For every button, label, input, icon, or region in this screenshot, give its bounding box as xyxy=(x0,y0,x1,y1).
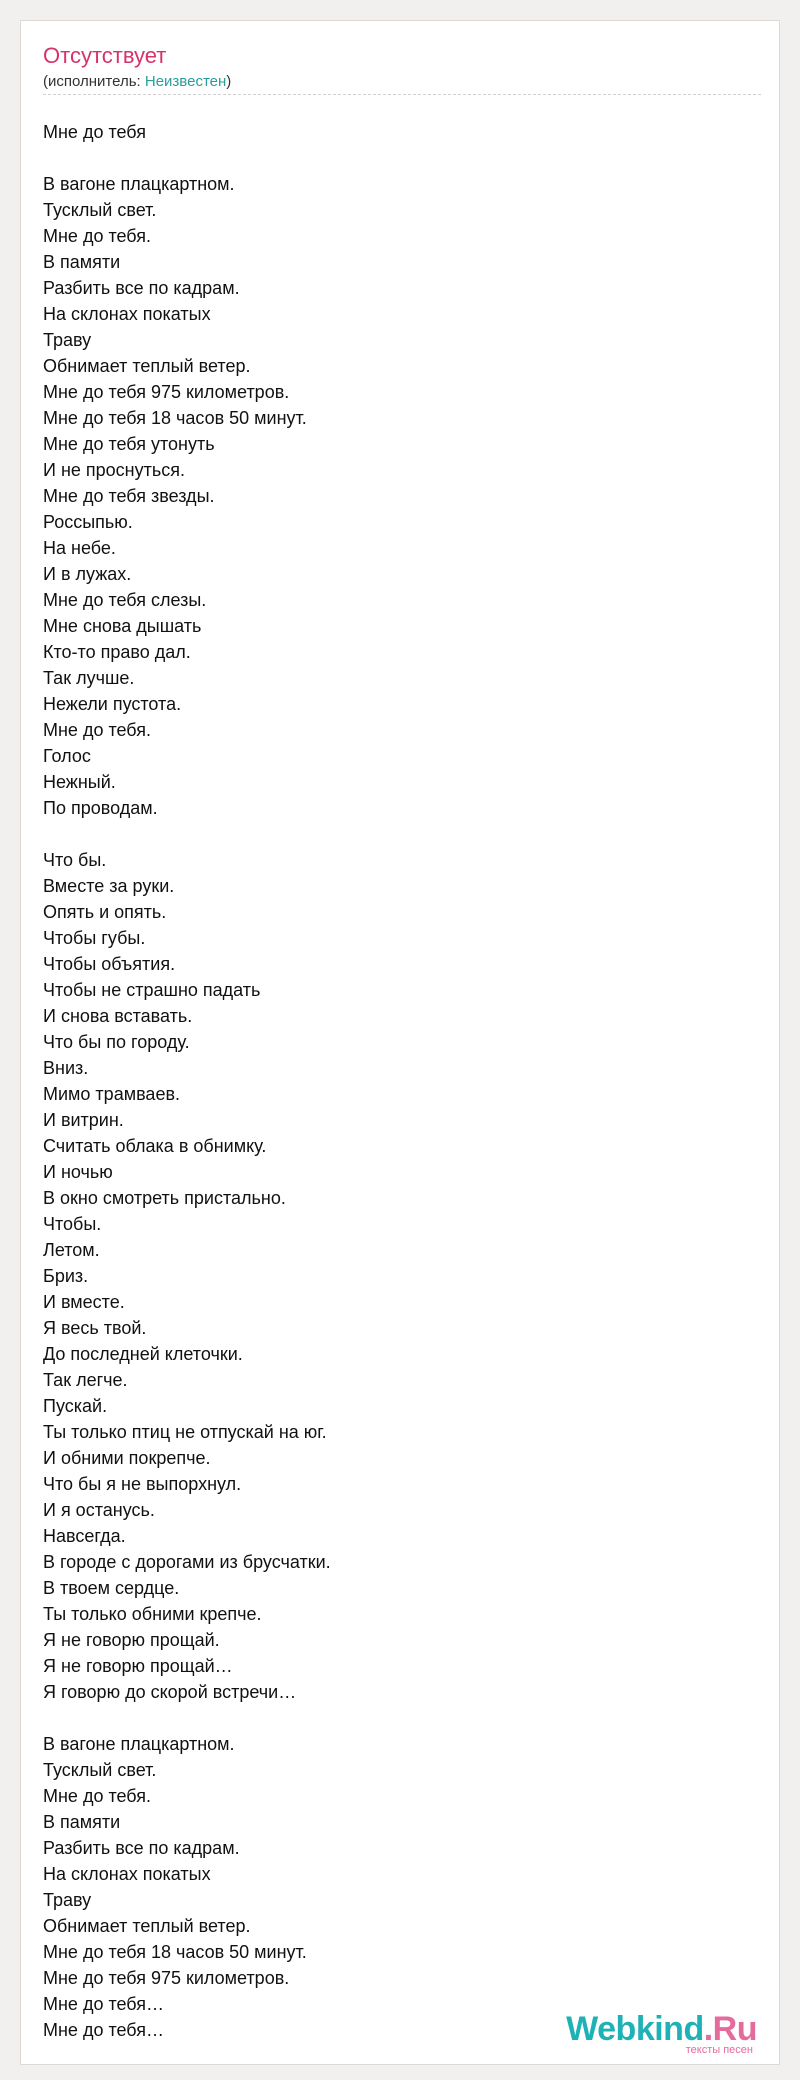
lyric-line: Чтобы не страшно падать xyxy=(43,980,261,1000)
lyric-line: И вместе. xyxy=(43,1292,125,1312)
logo-tagline: тексты песен xyxy=(685,2044,753,2056)
lyric-line: Я говорю до скорой встречи… xyxy=(43,1682,297,1702)
lyric-line: В вагоне плацкартном. xyxy=(43,1734,235,1754)
lyric-line: Нежный. xyxy=(43,772,116,792)
lyric-line: Что бы я не выпорхнул. xyxy=(43,1474,242,1494)
lyric-line: Мимо трамваев. xyxy=(43,1084,181,1104)
lyric-line: В твоем сердце. xyxy=(43,1578,180,1598)
lyric-line: В вагоне плацкартном. xyxy=(43,174,235,194)
site-logo[interactable] xyxy=(566,2011,757,2056)
lyric-line: Обнимает теплый ветер. xyxy=(43,1916,251,1936)
lyric-line: Мне до тебя 975 километров. xyxy=(43,382,290,402)
lyric-line: На небе. xyxy=(43,538,116,558)
lyric-line: Россыпью. xyxy=(43,512,133,532)
lyric-line: Я весь твой. xyxy=(43,1318,147,1338)
lyric-line: И снова вставать. xyxy=(43,1006,193,1026)
lyric-line: В городе с дорогами из брусчатки. xyxy=(43,1552,331,1572)
lyric-line: Чтобы объятия. xyxy=(43,954,176,974)
lyric-line: Тусклый свет. xyxy=(43,1760,157,1780)
lyric-line: Мне до тебя звезды. xyxy=(43,486,215,506)
lyric-line: Ты только птиц не отпускай на юг. xyxy=(43,1422,327,1442)
lyric-line: Мне снова дышать xyxy=(43,616,202,636)
lyric-line: Вместе за руки. xyxy=(43,876,175,896)
lyric-line: Мне до тебя 18 часов 50 минут. xyxy=(43,408,307,428)
lyric-line: По проводам. xyxy=(43,798,158,818)
lyric-line: Чтобы губы. xyxy=(43,928,146,948)
lyric-line: Пускай. xyxy=(43,1396,108,1416)
lyric-line: Ты только обними крепче. xyxy=(43,1604,262,1624)
lyric-line: Мне до тебя слезы. xyxy=(43,590,207,610)
lyric-line: Я не говорю прощай. xyxy=(43,1630,220,1650)
lyric-line: И витрин. xyxy=(43,1110,124,1130)
lyric-line: В памяти xyxy=(43,1812,121,1832)
lyric-line: Чтобы. xyxy=(43,1214,102,1234)
lyric-line: И в лужах. xyxy=(43,564,132,584)
lyric-line: Траву xyxy=(43,1890,92,1910)
lyric-line: Навсегда. xyxy=(43,1526,126,1546)
lyrics-card xyxy=(20,20,780,2065)
lyric-line: Что бы по городу. xyxy=(43,1032,190,1052)
lyric-line: Мне до тебя… xyxy=(43,1994,164,2014)
lyric-line: Бриз. xyxy=(43,1266,89,1286)
artist-link[interactable]: Неизвестен xyxy=(144,73,227,90)
lyric-line: Считать облака в обнимку. xyxy=(43,1136,267,1156)
divider xyxy=(43,94,761,95)
lyric-line: Кто-то право дал. xyxy=(43,642,191,662)
logo-tld: .Ru xyxy=(703,2010,757,2048)
lyric-line: И ночью xyxy=(43,1162,113,1182)
lyrics-body xyxy=(43,119,763,2043)
lyric-line: В памяти xyxy=(43,252,121,272)
lyric-line: Мне до тебя xyxy=(43,122,146,142)
lyric-line: Голос xyxy=(43,746,91,766)
lyric-line: Летом. xyxy=(43,1240,100,1260)
lyric-line: Мне до тебя. xyxy=(43,1786,151,1806)
lyric-line: Траву xyxy=(43,330,92,350)
lyric-line: На склонах покатых xyxy=(43,304,211,324)
lyric-line xyxy=(43,145,763,171)
lyric-line: Мне до тебя. xyxy=(43,226,151,246)
lyric-line: Разбить все по кадрам. xyxy=(43,1838,240,1858)
artist-prefix: (исполнитель: xyxy=(43,73,145,90)
lyric-line: И не проснуться. xyxy=(43,460,185,480)
lyric-line: До последней клеточки. xyxy=(43,1344,243,1364)
lyric-line: И я останусь. xyxy=(43,1500,155,1520)
lyric-line: Мне до тебя. xyxy=(43,720,151,740)
artist-suffix: ) xyxy=(226,73,232,90)
lyric-line: Так лучше. xyxy=(43,668,135,688)
lyric-line: Тусклый свет. xyxy=(43,200,157,220)
lyric-line: Так легче. xyxy=(43,1370,128,1390)
lyric-line xyxy=(43,821,763,847)
lyric-line: Опять и опять. xyxy=(43,902,167,922)
lyric-line: Мне до тебя… xyxy=(43,2020,164,2040)
song-title: Отсутствует xyxy=(43,43,167,68)
lyric-line: Нежели пустота. xyxy=(43,694,182,714)
lyric-line: Что бы. xyxy=(43,850,107,870)
lyric-line xyxy=(43,1705,763,1731)
lyric-line: Разбить все по кадрам. xyxy=(43,278,240,298)
lyric-line: На склонах покатых xyxy=(43,1864,211,1884)
lyric-line: Мне до тебя 975 километров. xyxy=(43,1968,290,1988)
lyric-line: Вниз. xyxy=(43,1058,89,1078)
lyric-line: Обнимает теплый ветер. xyxy=(43,356,251,376)
lyric-line: В окно смотреть пристально. xyxy=(43,1188,286,1208)
lyric-line: И обними покрепче. xyxy=(43,1448,211,1468)
lyric-line: Мне до тебя 18 часов 50 минут. xyxy=(43,1942,307,1962)
lyric-line: Я не говорю прощай… xyxy=(43,1656,233,1676)
logo-name: Webkind xyxy=(566,2010,704,2048)
lyric-line: Мне до тебя утонуть xyxy=(43,434,215,454)
artist-line xyxy=(43,73,231,91)
